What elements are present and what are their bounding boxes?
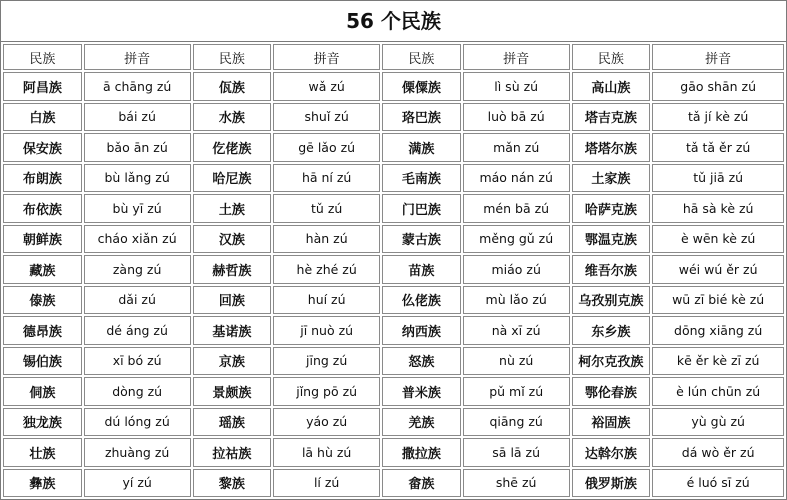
ethnic-group-pinyin: wéi wú ěr zú: [652, 255, 784, 284]
ethnic-group-name: 苗族: [382, 255, 461, 284]
ethnic-group-name: 傈僳族: [382, 72, 461, 101]
header-ethnic-group: 民族: [3, 44, 82, 70]
table-row: [3, 225, 784, 254]
header-row: [3, 44, 784, 70]
ethnic-group-pinyin: zàng zú: [84, 255, 191, 284]
ethnic-group-name: 布朗族: [3, 164, 82, 193]
ethnic-group-pinyin: dú lóng zú: [84, 408, 191, 437]
ethnic-group-name: 基诺族: [193, 316, 272, 345]
ethnic-group-pinyin: é luó sī zú: [652, 469, 784, 498]
ethnic-group-pinyin: cháo xiǎn zú: [84, 225, 191, 254]
ethnic-group-name: 拉祜族: [193, 438, 272, 467]
ethnic-group-pinyin: hàn zú: [273, 225, 380, 254]
table-body: [3, 72, 784, 497]
ethnic-group-pinyin: mù lǎo zú: [463, 286, 570, 315]
ethnic-group-pinyin: nù zú: [463, 347, 570, 376]
ethnic-group-pinyin: è lún chūn zú: [652, 377, 784, 406]
ethnic-group-name: 德昂族: [3, 316, 82, 345]
ethnic-group-name: 哈尼族: [193, 164, 272, 193]
table-row: [3, 316, 784, 345]
ethnic-group-pinyin: lì sù zú: [463, 72, 570, 101]
ethnic-group-name: 锡伯族: [3, 347, 82, 376]
ethnic-group-pinyin: jǐng pō zú: [273, 377, 380, 406]
ethnic-group-pinyin: zhuàng zú: [84, 438, 191, 467]
header-ethnic-group: 民族: [572, 44, 651, 70]
ethnic-group-pinyin: yù gù zú: [652, 408, 784, 437]
ethnic-group-name: 东乡族: [572, 316, 651, 345]
ethnic-group-name: 鄂伦春族: [572, 377, 651, 406]
ethnic-group-pinyin: nà xī zú: [463, 316, 570, 345]
ethnic-group-name: 怒族: [382, 347, 461, 376]
ethnic-group-name: 满族: [382, 133, 461, 162]
ethnic-group-pinyin: bǎo ān zú: [84, 133, 191, 162]
ethnic-group-name: 高山族: [572, 72, 651, 101]
ethnic-group-name: 保安族: [3, 133, 82, 162]
ethnic-group-pinyin: luò bā zú: [463, 103, 570, 132]
ethnic-group-pinyin: bái zú: [84, 103, 191, 132]
ethnic-group-name: 侗族: [3, 377, 82, 406]
header-ethnic-group: 民族: [193, 44, 272, 70]
ethnic-group-pinyin: jīng zú: [273, 347, 380, 376]
ethnic-group-name: 维吾尔族: [572, 255, 651, 284]
ethnic-group-pinyin: qiāng zú: [463, 408, 570, 437]
ethnic-group-pinyin: lā hù zú: [273, 438, 380, 467]
ethnic-group-name: 乌孜别克族: [572, 286, 651, 315]
ethnic-group-pinyin: mén bā zú: [463, 194, 570, 223]
ethnic-group-pinyin: bù lǎng zú: [84, 164, 191, 193]
ethnic-group-pinyin: dǎi zú: [84, 286, 191, 315]
page-title: 56 个民族: [0, 0, 787, 41]
ethnic-group-pinyin: lí zú: [273, 469, 380, 498]
ethnic-group-pinyin: sā lā zú: [463, 438, 570, 467]
table-row: [3, 377, 784, 406]
ethnic-group-pinyin: pǔ mǐ zú: [463, 377, 570, 406]
ethnic-group-pinyin: shuǐ zú: [273, 103, 380, 132]
ethnic-group-pinyin: tǎ tǎ ěr zú: [652, 133, 784, 162]
ethnic-group-name: 赫哲族: [193, 255, 272, 284]
ethnic-group-name: 俄罗斯族: [572, 469, 651, 498]
ethnic-group-name: 纳西族: [382, 316, 461, 345]
table-row: [3, 286, 784, 315]
ethnic-group-name: 裕固族: [572, 408, 651, 437]
ethnic-group-name: 鄂温克族: [572, 225, 651, 254]
ethnic-group-pinyin: ā chāng zú: [84, 72, 191, 101]
ethnic-group-name: 傣族: [3, 286, 82, 315]
ethnic-group-name: 汉族: [193, 225, 272, 254]
ethnic-group-pinyin: yí zú: [84, 469, 191, 498]
ethnic-group-name: 塔吉克族: [572, 103, 651, 132]
ethnic-group-pinyin: dōng xiāng zú: [652, 316, 784, 345]
ethnic-group-name: 塔塔尔族: [572, 133, 651, 162]
ethnic-group-pinyin: dòng zú: [84, 377, 191, 406]
ethnic-group-name: 撒拉族: [382, 438, 461, 467]
ethnic-group-name: 壮族: [3, 438, 82, 467]
ethnic-group-pinyin: tǔ jiā zú: [652, 164, 784, 193]
ethnic-group-pinyin: dá wò ěr zú: [652, 438, 784, 467]
ethnic-group-name: 黎族: [193, 469, 272, 498]
ethnic-group-pinyin: è wēn kè zú: [652, 225, 784, 254]
ethnic-group-name: 景颇族: [193, 377, 272, 406]
ethnic-group-name: 独龙族: [3, 408, 82, 437]
ethnic-group-name: 羌族: [382, 408, 461, 437]
ethnic-group-pinyin: gāo shān zú: [652, 72, 784, 101]
ethnic-group-name: 白族: [3, 103, 82, 132]
table-row: [3, 194, 784, 223]
ethnic-group-pinyin: xī bó zú: [84, 347, 191, 376]
ethnic-group-name: 土族: [193, 194, 272, 223]
table-row: [3, 347, 784, 376]
ethnic-group-pinyin: dé áng zú: [84, 316, 191, 345]
ethnic-group-pinyin: wū zī bié kè zú: [652, 286, 784, 315]
ethnic-group-name: 蒙古族: [382, 225, 461, 254]
ethnic-group-name: 阿昌族: [3, 72, 82, 101]
ethnic-groups-table: [0, 41, 787, 500]
table-row: [3, 255, 784, 284]
ethnic-group-pinyin: kē ěr kè zī zú: [652, 347, 784, 376]
header-pinyin: 拼音: [652, 44, 784, 70]
table-row: [3, 438, 784, 467]
ethnic-group-name: 朝鲜族: [3, 225, 82, 254]
header-pinyin: 拼音: [273, 44, 380, 70]
ethnic-group-pinyin: tǔ zú: [273, 194, 380, 223]
header-ethnic-group: 民族: [382, 44, 461, 70]
ethnic-group-pinyin: hā sà kè zú: [652, 194, 784, 223]
ethnic-group-name: 瑶族: [193, 408, 272, 437]
ethnic-group-pinyin: wǎ zú: [273, 72, 380, 101]
ethnic-group-name: 柯尔克孜族: [572, 347, 651, 376]
header-pinyin: 拼音: [463, 44, 570, 70]
ethnic-group-pinyin: miáo zú: [463, 255, 570, 284]
table-row: [3, 103, 784, 132]
ethnic-group-name: 布依族: [3, 194, 82, 223]
table-row: [3, 164, 784, 193]
ethnic-group-name: 毛南族: [382, 164, 461, 193]
table-row: [3, 133, 784, 162]
ethnic-group-name: 仡佬族: [193, 133, 272, 162]
ethnic-group-pinyin: huí zú: [273, 286, 380, 315]
ethnic-group-name: 门巴族: [382, 194, 461, 223]
ethnic-group-name: 畲族: [382, 469, 461, 498]
ethnic-group-name: 哈萨克族: [572, 194, 651, 223]
table-row: [3, 408, 784, 437]
ethnic-group-pinyin: mǎn zú: [463, 133, 570, 162]
ethnic-group-name: 藏族: [3, 255, 82, 284]
header-pinyin: 拼音: [84, 44, 191, 70]
table-row: [3, 72, 784, 101]
ethnic-group-pinyin: yáo zú: [273, 408, 380, 437]
ethnic-group-pinyin: tǎ jí kè zú: [652, 103, 784, 132]
ethnic-group-name: 土家族: [572, 164, 651, 193]
ethnic-group-pinyin: bù yī zú: [84, 194, 191, 223]
ethnic-group-name: 水族: [193, 103, 272, 132]
ethnic-group-pinyin: gē lǎo zú: [273, 133, 380, 162]
ethnic-group-name: 彝族: [3, 469, 82, 498]
ethnic-group-pinyin: hā ní zú: [273, 164, 380, 193]
ethnic-group-name: 仫佬族: [382, 286, 461, 315]
ethnic-group-name: 京族: [193, 347, 272, 376]
ethnic-group-name: 普米族: [382, 377, 461, 406]
ethnic-group-pinyin: hè zhé zú: [273, 255, 380, 284]
ethnic-group-name: 回族: [193, 286, 272, 315]
ethnic-group-pinyin: máo nán zú: [463, 164, 570, 193]
ethnic-group-pinyin: shē zú: [463, 469, 570, 498]
ethnic-group-name: 佤族: [193, 72, 272, 101]
ethnic-group-pinyin: měng gǔ zú: [463, 225, 570, 254]
ethnic-group-pinyin: jī nuò zú: [273, 316, 380, 345]
table-row: [3, 469, 784, 498]
ethnic-group-name: 达斡尔族: [572, 438, 651, 467]
ethnic-group-name: 珞巴族: [382, 103, 461, 132]
